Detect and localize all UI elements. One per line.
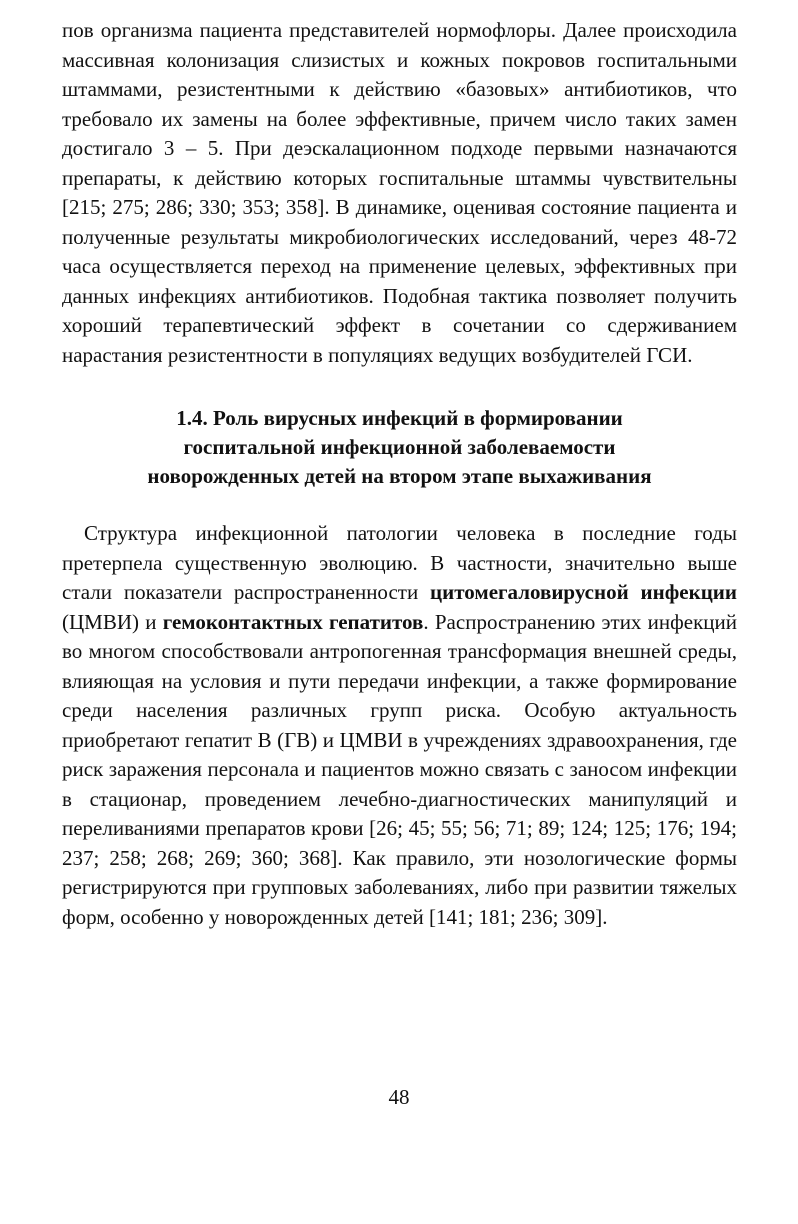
paragraph-text: (ЦМВИ) и: [62, 609, 163, 634]
section-heading: [62, 404, 737, 491]
bold-term-cmv: цитомегаловирусной инфекции: [430, 580, 738, 604]
paragraph-text: Структура инфекционной патологии человека в последние годы претерпела существенную эволюцию. В частности, значительно выше стали показатели распространенности: [62, 521, 737, 604]
paragraph-text: . Распространению этих инфекций во многом способствовали антропогенная трансформация внешней среды, влияющая на условия и пути передачи инфекции, а также формирование среди населения различных групп риска. Особую актуальность приобретают гепатит В (ГВ) и ЦМВИ в учреждениях здравоохранения, где риск заражения персонала и пациентов можно связать с заносом инфекции в стационар, проведением лечебно-диагностических манипуляций и переливаниями препаратов крови [26; 45; 55; 56; 71; 89; 124; 125; 176; 194; 237; 258; 268; 269; 360; 368]. Как правило, эти нозологические формы регистрируются при групповых заболеваниях, либо при развитии тяжелых форм, особенно у новорожденных детей [141; 181; 236; 309].: [62, 609, 737, 929]
section-heading-line-1: 1.4. Роль вирусных инфекций в формировании: [176, 406, 623, 430]
section-heading-line-2: госпитальной инфекционной заболеваемости: [183, 435, 616, 459]
section-heading-line-3: новорожденных детей на втором этапе выхаживания: [147, 464, 652, 488]
page-content: [62, 16, 737, 932]
page-number: 48: [388, 1085, 410, 1109]
paragraph-viral-infections: [62, 519, 737, 932]
paragraph-continuation: пов организма пациента представителей нормофлоры. Далее происходила массивная колонизация слизистых и кожных покровов госпитальными штаммами, резистентными к действию «базовых» антибиотиков, что требовало их замены на более эффективные, причем число таких замен достигало 3 – 5. При деэскалационном подходе первыми назначаются препараты, к действию которых госпитальные штаммы чувствительны [215; 275; 286; 330; 353; 358]. В динамике, оценивая состояние пациента и полученные результаты микробиологических исследований, через 48-72 часа осуществляется переход на применение целевых, эффективных при данных инфекциях антибиотиков. Подобная тактика позволяет получить хороший терапевтический эффект в сочетании со сдерживанием нарастания резистентности в популяциях ведущих возбудителей ГСИ.: [62, 18, 737, 367]
bold-term-hepatitis: гемоконтактных гепатитов: [162, 609, 424, 634]
